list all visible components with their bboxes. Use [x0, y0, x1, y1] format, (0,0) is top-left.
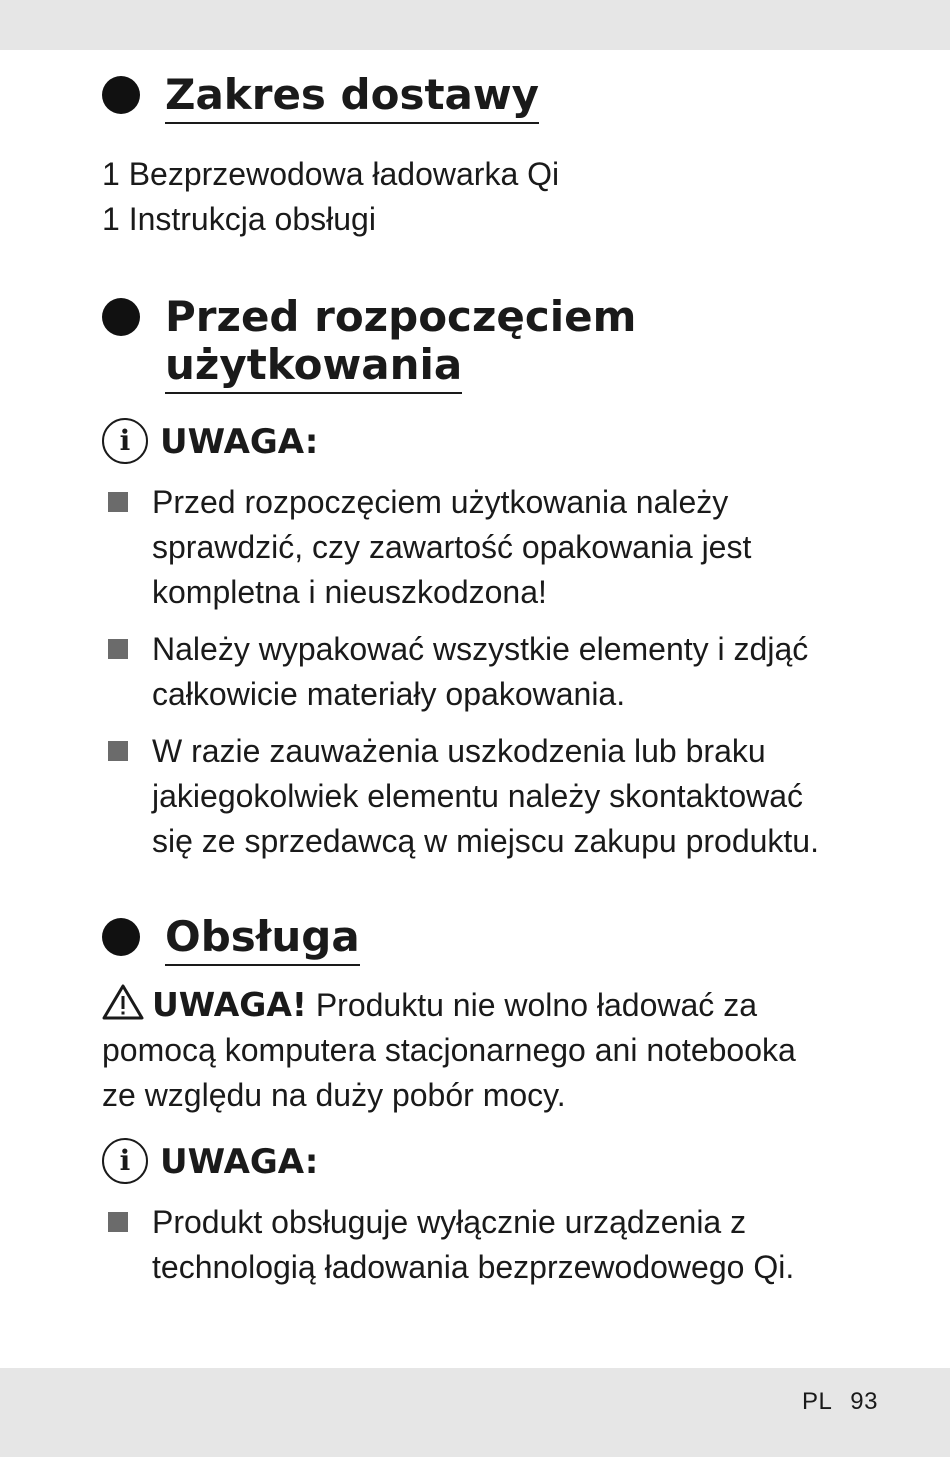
operation-list	[102, 1200, 892, 1302]
delivery-item: 1 Bezprzewodowa ładowarka Qi	[102, 156, 560, 192]
section-title-before-use-line1: Przed rozpoczęciem	[165, 292, 637, 341]
note-heading	[102, 418, 502, 466]
section-before-use-heading	[102, 290, 802, 400]
section-title-operation: Obsługa	[165, 912, 360, 966]
info-icon: i	[102, 418, 148, 464]
list-item: Należy wypakować wszystkie elementy i zdjąć całkowicie materiały opakowania.	[102, 627, 892, 717]
note-label: UWAGA:	[160, 1142, 319, 1182]
warning-paragraph: UWAGA! Produktu nie wolno ładować za pomocą komputera stacjonarnego ani notebooka ze względu na duży pobór mocy.	[102, 985, 796, 1113]
note-label: UWAGA:	[160, 422, 319, 462]
info-icon: i	[102, 1138, 148, 1184]
page-number: 93	[850, 1388, 878, 1415]
square-bullet-icon	[108, 741, 128, 761]
header-band	[0, 0, 950, 50]
square-bullet-icon	[108, 1212, 128, 1232]
warning-triangle-icon	[102, 984, 144, 1020]
list-item: W razie zauważenia uszkodzenia lub braku jakiegokolwiek elementu należy skontaktować się ze sprzedawcą w miejscu zakupu produktu.	[102, 729, 892, 864]
section-title-delivery: Zakres dostawy	[165, 70, 539, 124]
section-operation-heading	[102, 912, 802, 972]
delivery-item: 1 Instrukcja obsługi	[102, 201, 376, 237]
page-footer	[802, 1388, 878, 1416]
section-bullet-icon	[102, 76, 140, 114]
note-heading	[102, 1138, 502, 1186]
language-code: PL	[801, 1388, 833, 1415]
section-title-before-use-line2: użytkowania	[165, 340, 462, 394]
square-bullet-icon	[108, 492, 128, 512]
list-item: Przed rozpoczęciem użytkowania należy sprawdzić, czy zawartość opakowania jest kompletna i nieuszkodzona!	[102, 480, 892, 615]
list-item: Produkt obsługuje wyłącznie urządzenia z technologią ładowania bezprzewodowego Qi.	[102, 1200, 892, 1290]
square-bullet-icon	[108, 639, 128, 659]
before-use-list	[102, 480, 892, 876]
section-delivery-heading	[102, 70, 802, 130]
section-bullet-icon	[102, 918, 140, 956]
warning-label: UWAGA!	[152, 985, 307, 1024]
section-bullet-icon	[102, 298, 140, 336]
